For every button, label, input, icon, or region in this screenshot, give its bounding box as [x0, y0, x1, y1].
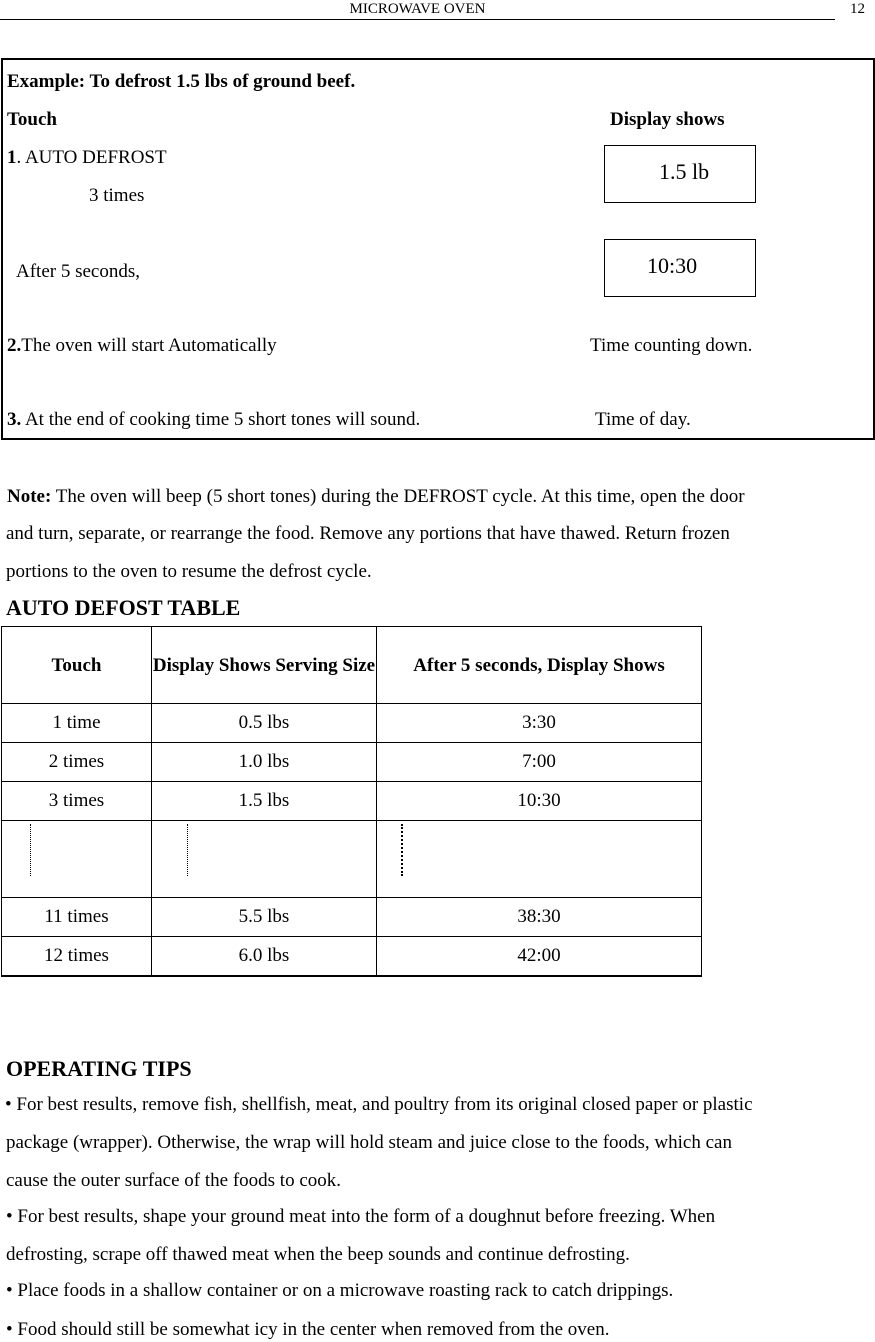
- table-cell-size: 5.5 lbs: [152, 898, 377, 937]
- table-cell-size: 0.5 lbs: [152, 704, 377, 743]
- continuation-dots: [30, 824, 31, 876]
- table-cell-size: 6.0 lbs: [152, 937, 377, 976]
- display-panel-2: [604, 239, 756, 297]
- table-row-ellipsis: [2, 821, 702, 898]
- table-cell-touch: 3 times: [2, 782, 152, 821]
- after-seconds-text: After 5 seconds,: [16, 261, 140, 282]
- example-title: Example: To defrost 1.5 lbs of ground beef.: [7, 71, 356, 92]
- step-1: [7, 146, 167, 170]
- table-header-touch: Touch: [2, 627, 152, 704]
- note-line-3: portions to the oven to resume the defrost cycle.: [6, 561, 372, 582]
- step-1-times: 3 times: [89, 185, 145, 206]
- display-panel-1: [604, 145, 756, 203]
- defrost-table-title: AUTO DEFOST TABLE: [6, 595, 241, 620]
- display-column-label: Display shows: [610, 109, 725, 130]
- tip-1-line-1: [5, 1093, 753, 1117]
- tip-1-line-3: cause the outer surface of the foods to cook.: [6, 1170, 342, 1191]
- step-2-display: Time counting down.: [590, 335, 753, 356]
- page-header-title: MICROWAVE OVEN: [349, 1, 486, 17]
- page-number: 12: [850, 1, 865, 17]
- table-cell-time: 10:30: [377, 782, 702, 821]
- table-cell-ellipsis: [152, 821, 377, 898]
- tip-1-line-1-text: For best results, remove fish, shellfish, meat, and poultry from its original closed paper or plastic: [16, 1094, 753, 1115]
- table-header-after-display: After 5 seconds, Display Shows: [377, 627, 702, 704]
- operating-tips-title: OPERATING TIPS: [6, 1056, 192, 1081]
- display-value-weight: 1.5 lb: [659, 159, 710, 184]
- table-cell-ellipsis: [2, 821, 152, 898]
- table-header-row: [2, 627, 702, 704]
- table-row: [2, 743, 702, 782]
- table-cell-time: 7:00: [377, 743, 702, 782]
- step-1-number: 1: [7, 147, 17, 168]
- table-row: [2, 898, 702, 937]
- tip-1-line-2: package (wrapper). Otherwise, the wrap will hold steam and juice close to the foods, which can: [6, 1132, 732, 1153]
- table-header-serving-size: Display Shows Serving Size: [152, 627, 377, 704]
- table-cell-touch: 1 time: [2, 704, 152, 743]
- note-line-2: and turn, separate, or rearrange the food. Remove any portions that have thawed. Return frozen: [6, 523, 730, 544]
- step-3-display: Time of day.: [595, 409, 691, 430]
- tip-4-line-1-text: Food should still be somewhat icy in the center when removed from the oven.: [17, 1319, 610, 1340]
- display-value-time: 10:30: [647, 253, 698, 278]
- bullet-icon: •: [6, 1206, 13, 1227]
- tip-4-line-1: [6, 1318, 609, 1342]
- step-1-text: . AUTO DEFROST: [16, 147, 167, 168]
- note-line-1-text: The oven will beep (5 short tones) during the DEFROST cycle. At this time, open the door: [51, 486, 745, 507]
- table-row: [2, 704, 702, 743]
- table-cell-ellipsis: [377, 821, 702, 898]
- step-2-text: The oven will start Automatically: [21, 335, 277, 356]
- bullet-icon: •: [6, 1319, 13, 1340]
- continuation-dots: [401, 824, 403, 876]
- table-cell-time: 3:30: [377, 704, 702, 743]
- example-box: [1, 58, 875, 440]
- tip-2-line-2: defrosting, scrape off thawed meat when the beep sounds and continue defrosting.: [6, 1244, 630, 1265]
- tip-3-line-1-text: Place foods in a shallow container or on a microwave roasting rack to catch drippings.: [17, 1280, 674, 1301]
- tip-2-line-1: [6, 1205, 715, 1229]
- table-cell-touch: 11 times: [2, 898, 152, 937]
- table-cell-time: 38:30: [377, 898, 702, 937]
- bullet-icon: •: [5, 1094, 12, 1115]
- tip-2-line-1-text: For best results, shape your ground meat into the form of a doughnut before freezing. When: [17, 1206, 716, 1227]
- table-cell-touch: 12 times: [2, 937, 152, 976]
- table-cell-time: 42:00: [377, 937, 702, 976]
- table-row: [2, 937, 702, 976]
- table-row: [2, 782, 702, 821]
- table-cell-size: 1.5 lbs: [152, 782, 377, 821]
- step-3-text: At the end of cooking time 5 short tones will sound.: [21, 409, 421, 430]
- defrost-table: [1, 626, 702, 977]
- note-label: Note:: [7, 486, 52, 507]
- tip-3-line-1: [6, 1279, 673, 1303]
- touch-column-label: Touch: [7, 109, 57, 130]
- continuation-dots: [187, 824, 188, 876]
- step-2: [7, 334, 277, 358]
- step-3-number: 3.: [7, 409, 22, 430]
- note-line-1: [7, 485, 745, 509]
- table-cell-touch: 2 times: [2, 743, 152, 782]
- table-cell-size: 1.0 lbs: [152, 743, 377, 782]
- step-3: [7, 408, 420, 432]
- step-2-number: 2.: [7, 335, 22, 356]
- bullet-icon: •: [6, 1280, 13, 1301]
- header-rule: [0, 19, 835, 20]
